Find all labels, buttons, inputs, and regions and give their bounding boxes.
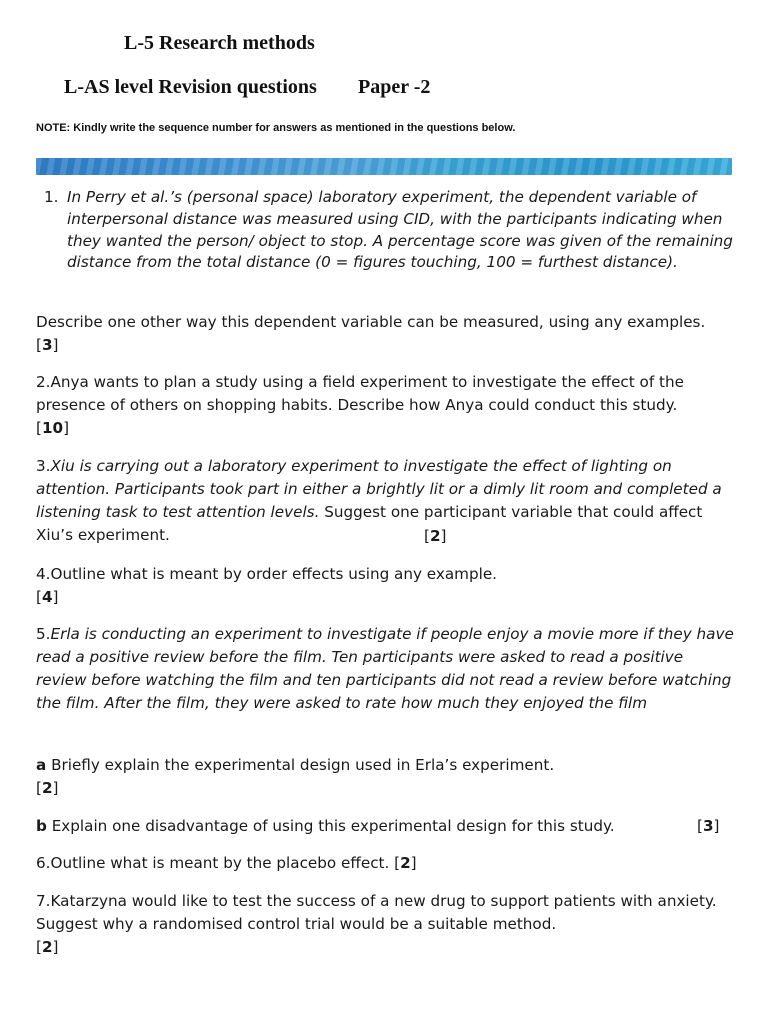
page-title: L-5 Research methods [124,32,315,54]
paper-label: Paper -2 [358,76,431,98]
question-2-marks: 10 [41,419,64,437]
question-5-prefix: 5. [36,625,51,643]
question-4-text: 4.Outline what is meant by order effects using any example. [36,565,497,583]
question-3-prompt: Suggest one participant variable that could affect Xiu’s experiment. [36,503,703,544]
question-5a: a Briefly explain the experimental design used in Erla’s experiment. [2] [36,756,555,797]
note-text: NOTE: Kindly write the sequence number for answers as mentioned in the questions below. [36,122,516,134]
question-6: 6.Outline what is meant by the placebo effect. [2] [36,854,417,872]
question-5b-text: Explain one disadvantage of using this experimental design for this study. [46,817,615,835]
question-4-marks: 4 [41,588,53,606]
question-1-prompt: Describe one other way this dependent variable can be measured, using any examples. [3] [36,313,706,354]
question-3-marks-box: [2] [424,527,447,545]
question-7-marks: 2 [41,938,53,956]
question-5-scenario: Erla is conducting an experiment to investigate if people enjoy a movie more if they have read a positive review before the film. Ten participants were asked to read a positive review before watching the film and ten participants did not read a review before watching the film. After the film, they were asked to rate how much they enjoyed the film [36,625,734,712]
question-5b-marks: 3 [702,817,714,835]
page-subtitle: L-AS level Revision questions [64,76,317,98]
question-5a-letter: a [36,756,47,774]
question-5a-text: Briefly explain the experimental design used in Erla’s experiment. [46,756,555,774]
question-4: 4.Outline what is meant by order effects using any example. [4] [36,565,497,606]
question-5b-letter: b [36,817,47,835]
question-6-marks: 2 [400,854,411,872]
question-3-prefix: 3. [36,457,51,475]
question-7: 7.Katarzyna would like to test the success of a new drug to support patients with anxiety. Suggest why a randomised control trial would be a suitable method. [2] [36,892,717,956]
question-3-scenario: Xiu is carrying out a laboratory experiment to investigate the effect of lighting on attention. Participants took part in either a brightly lit or a dimly lit room and completed a listening task to test attention levels. [36,457,722,521]
decorative-banner [36,158,732,175]
question-3-marks: 2 [429,527,441,545]
question-1-scenario-text: In Perry et al.’s (personal space) laboratory experiment, the dependent variable of interpersonal distance was measured using CID, with the participants indicating when they wanted the person/ object to stop. A percentage score was given of the remaining distance from the total distance (0 = figures touching, 100 = furthest distance). [67,188,733,272]
question-5b-marks-box: [3] [697,817,720,835]
question-5a-marks: 2 [41,779,53,797]
question-5b [36,815,736,838]
question-2: 2.Anya wants to plan a study using a field experiment to investigate the effect of the presence of others on shopping habits. Describe how Anya could conduct this study. [10] [36,373,684,437]
question-1-marks: 3 [41,336,53,354]
question-7-text: 7.Katarzyna would like to test the success of a new drug to support patients with anxiety. Suggest why a randomised control trial would be a suitable method. [36,892,717,933]
question-2-text: 2.Anya wants to plan a study using a field experiment to investigate the effect of the presence of others on shopping habits. Describe how Anya could conduct this study. [36,373,684,414]
question-1-prompt-text: Describe one other way this dependent variable can be measured, using any examples. [36,313,706,331]
question-1-number: 1. [44,188,59,206]
question-5 [36,623,738,715]
question-3 [36,455,738,547]
question-6-text: 6.Outline what is meant by the placebo effect. [36,854,395,872]
